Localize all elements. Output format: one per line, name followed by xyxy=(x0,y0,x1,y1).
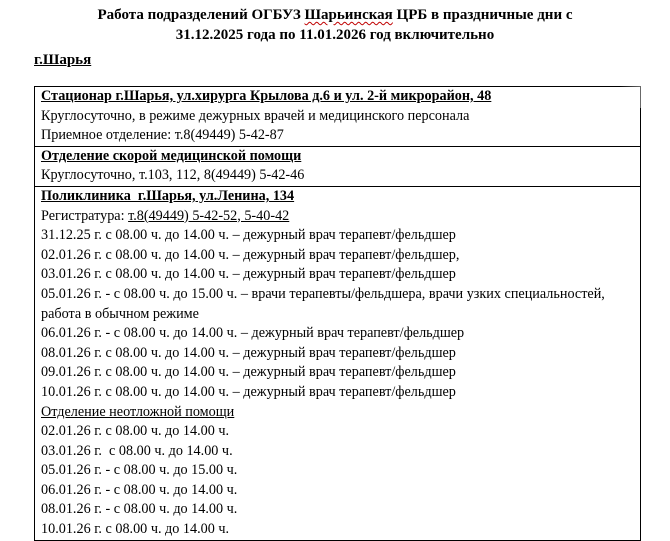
hospital-line: Приемное отделение: т.8(49449) 5-42-87 xyxy=(41,127,284,144)
ambulance-line: Круглосуточно, т.103, 112, 8(49449) 5-42-46 xyxy=(41,167,305,184)
registry-line xyxy=(41,207,640,227)
urgent-care-heading: Отделение неотложной помощи xyxy=(41,403,235,420)
ambulance-row xyxy=(35,146,641,186)
hospital-heading: Стационар г.Шарья, ул.хирурга Крылова д.6 и ул. 2-й микрорайон, 48 xyxy=(41,88,492,104)
schedule-table xyxy=(34,86,641,541)
title-part-1: Работа подразделений ОГБУЗ xyxy=(97,7,305,23)
urgent-schedule-line: 03.01.26 г. с 08.00 ч. до 14.00 ч. xyxy=(41,442,233,459)
polyclinic-cell xyxy=(35,186,641,540)
scan-edge-fade xyxy=(620,86,670,108)
schedule-line: 03.01.26 г. с 08.00 ч. до 14.00 ч. – дежурный врач терапевт/фельдшер xyxy=(41,266,456,283)
ambulance-cell xyxy=(35,146,641,186)
schedule-line: 31.12.25 г. с 08.00 ч. до 14.00 ч. – дежурный врач терапевт/фельдшер xyxy=(41,227,456,244)
polyclinic-heading: Поликлиника г.Шарья, ул.Ленина, 134 xyxy=(41,187,295,204)
title-organization-name: Шарьинская xyxy=(304,7,393,23)
urgent-schedule-line: 10.01.26 г. с 08.00 ч. до 14.00 ч. xyxy=(41,521,230,538)
urgent-schedule-line: 08.01.26 г. - с 08.00 ч. до 14.00 ч. xyxy=(41,501,238,518)
title-part-2: ЦРБ в праздничные дни с xyxy=(392,7,573,23)
schedule-line: 08.01.26 г. с 08.00 ч. до 14.00 ч. – дежурный врач терапевт/фельдшер xyxy=(41,344,456,361)
polyclinic-row xyxy=(35,186,641,540)
urgent-schedule-line: 06.01.26 г. - с 08.00 ч. до 14.00 ч. xyxy=(41,481,238,498)
schedule-line: 10.01.26 г. с 08.00 ч. до 14.00 ч. – дежурный врач терапевт/фельдшер xyxy=(41,383,456,400)
urgent-schedule-line: 05.01.26 г. - с 08.00 ч. до 15.00 ч. xyxy=(41,462,238,479)
schedule-line: 06.01.26 г. - с 08.00 ч. до 14.00 ч. – дежурный врач терапевт/фельдшер xyxy=(41,325,465,342)
hospital-line: Круглосуточно, в режиме дежурных врачей и медицинского персонала xyxy=(41,107,470,124)
urgent-schedule-line: 02.01.26 г. с 08.00 ч. до 14.00 ч. xyxy=(41,423,230,440)
schedule-line: 05.01.26 г. - с 08.00 ч. до 15.00 ч. – врачи терапевты/фельдшера, врачи узких специальностей, работа в обычном режиме xyxy=(41,285,605,322)
document-title-line-2: 31.12.2025 года по 11.01.2026 год включительно xyxy=(175,27,495,43)
registry-phone: т.8(49449) 5-42-52, 5-40-42 xyxy=(128,207,290,224)
city-heading: г.Шарья xyxy=(34,52,92,68)
schedule-line: 09.01.26 г. с 08.00 ч. до 14.00 ч. – дежурный врач терапевт/фельдшер xyxy=(41,364,456,381)
schedule-line: 02.01.26 г. с 08.00 ч. до 14.00 ч. – дежурный врач терапевт/фельдшер, xyxy=(41,246,460,263)
registry-label: Регистратура: xyxy=(41,207,129,224)
ambulance-heading: Отделение скорой медицинской помощи xyxy=(41,147,302,164)
document-title-line-1 xyxy=(0,5,670,25)
hospital-cell xyxy=(35,87,641,147)
hospital-row xyxy=(35,87,641,147)
